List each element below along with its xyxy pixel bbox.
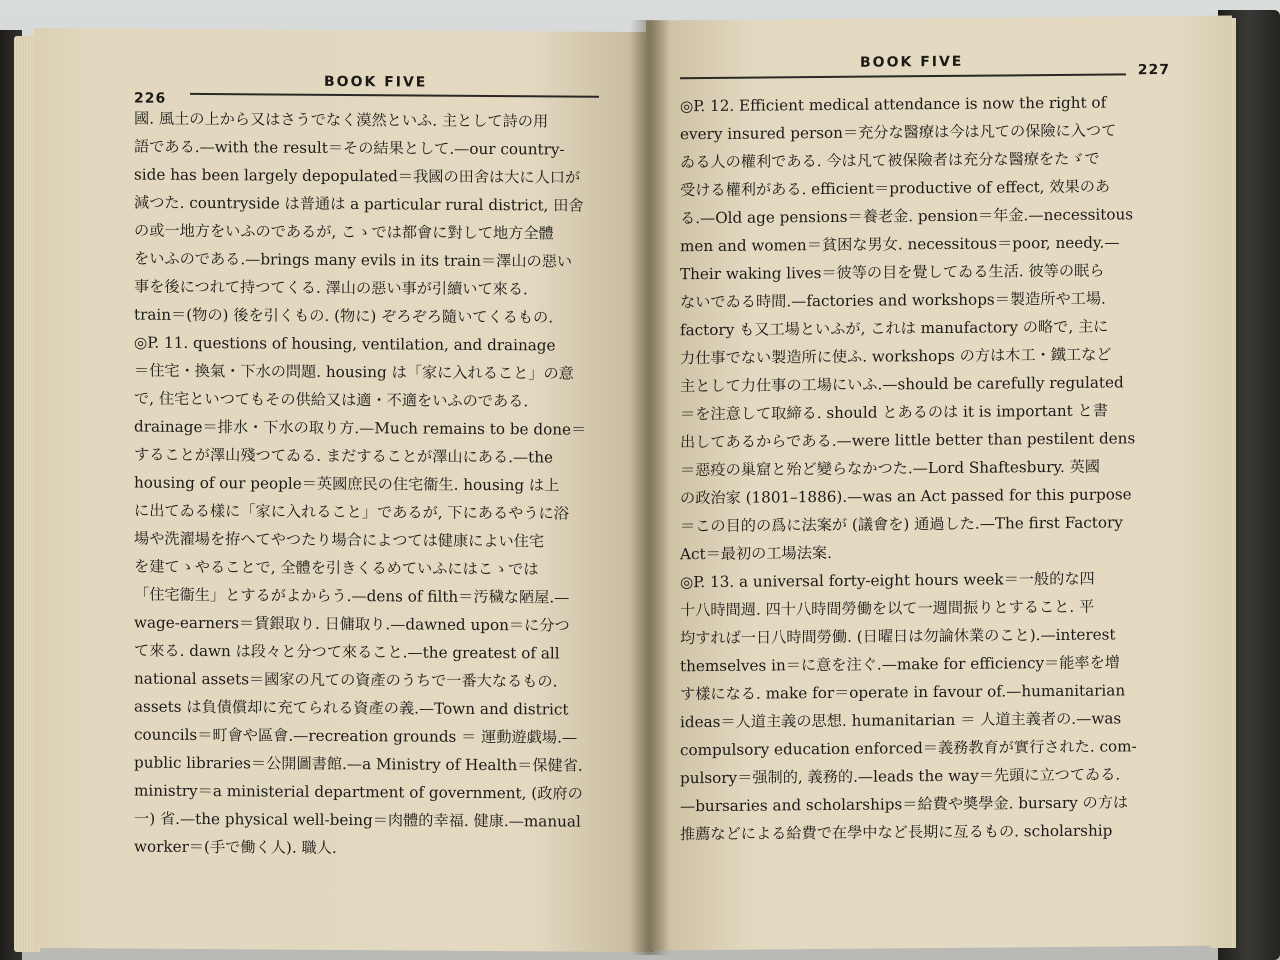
text-line: 十八時間週. 四十八時間勞働を以て一週間振りとすること. 平 xyxy=(680,597,1095,620)
text-line: 主として力仕事の工場にいふ.—should be carefully regulated xyxy=(680,373,1124,396)
text-line: —bursaries and scholarships＝給費や奬學金. bursary の方は xyxy=(680,793,1129,816)
text-line: 場や洗濯場を拵へてやつたり場合によつては健康によい住宅 xyxy=(134,529,545,551)
text-line: 受ける權利がある. efficient＝productive of effect, 效果のあ xyxy=(680,177,1111,200)
text-line: ゐる人の權利である. 今は凡て被保險者は充分な醫療をたゞで xyxy=(680,149,1100,172)
text-line: ＝この目的の爲に法案が (議會を) 通過した.—The first Factory xyxy=(680,513,1123,536)
left-page-content xyxy=(134,69,599,864)
right-page xyxy=(646,15,1232,950)
right-page-number: 227 xyxy=(1137,61,1170,79)
text-line: ＝住宅・換氣・下水の問題. housing は「家に入れること」の意 xyxy=(134,361,574,383)
text-line: compulsory education enforced＝義務教育が實行された. com- xyxy=(680,737,1137,760)
text-line: 國. 風土の上から又はさうでなく漠然といふ. 主として詩の用 xyxy=(134,109,549,131)
right-body-text xyxy=(680,88,1170,848)
text-line: worker＝(手で働く人). 職人. xyxy=(134,837,337,857)
text-line: 推薦などによる給費で在學中など長期に亙るもの. scholarship xyxy=(680,821,1113,844)
text-line: の政治家 (1801–1886).—was an Act passed for this purpose xyxy=(680,485,1132,508)
text-line: 事を後につれて持つてくる. 澤山の惡い事が引續いて來る. xyxy=(134,277,528,299)
right-head-rule xyxy=(680,73,1126,78)
left-running-title: BOOK FIVE xyxy=(324,73,428,91)
text-line: す樣になる. make for＝operate in favour of.—humanitarian xyxy=(680,681,1126,704)
text-line: themselves in＝に意を注ぐ.—make for efficiency＝能率を增 xyxy=(680,653,1120,676)
text-line: ◎P. 11. questions of housing, ventilation, and drainage xyxy=(134,333,556,355)
text-line: assets は負債償却に充てられる資產の義.—Town and district xyxy=(134,697,569,719)
left-head-rule xyxy=(190,93,599,97)
text-line: に出てゐる樣に「家に入れること」であるが, 下にあるやうに浴 xyxy=(134,501,569,523)
text-line: をいふのである.—brings many evils in its train＝澤山の惡い xyxy=(134,249,573,271)
left-body-text xyxy=(134,105,599,864)
book-gutter-shadow xyxy=(630,20,670,955)
text-line: pulsory＝强制的, 義務的.—leads the way＝先頭に立つてゐる. xyxy=(680,765,1121,788)
text-line: ないでゐる時間.—factories and workshops＝製造所や工場. xyxy=(680,289,1106,312)
text-line: national assets＝國家の凡ての資產のうちで一番大なるもの. xyxy=(134,669,558,691)
text-line: で, 住宅といつてもその供給又は適・不適をいふのである. xyxy=(134,389,529,411)
text-line: men and women＝貧困な男女. necessitous＝poor, needy.— xyxy=(680,233,1120,256)
text-line: drainage＝排水・下水の取り方.—Much remains to be done＝ xyxy=(134,417,587,439)
text-line: wage-earners＝賃銀取り. 日傭取り.—dawned upon＝に分つ xyxy=(134,613,570,635)
text-line: 「住宅衞生」とするがよからう.—dens of filth＝汚穢な陋屋.— xyxy=(134,585,570,607)
text-line: 力仕事でない製造所に使ふ. workshops の方は木工・鐵工など xyxy=(680,345,1112,368)
left-page-number: 226 xyxy=(134,90,167,107)
text-line: ideas＝人道主義の思想. humanitarian ＝ 人道主義者の.—was xyxy=(680,709,1122,732)
left-page xyxy=(34,28,654,952)
text-line: ◎P. 13. a universal forty-eight hours week＝一般的な四 xyxy=(680,569,1095,592)
text-line: 均すれば一日八時間勞働. (日曜日は勿論休業のこと).—interest xyxy=(680,625,1116,648)
text-line: 語である.—with the result＝その結果として.—our country- xyxy=(134,137,565,159)
text-line: ＝を注意して取締る. should とあるのは it is important と書 xyxy=(680,401,1108,424)
right-running-head xyxy=(680,52,1170,92)
text-line: ◎P. 12. Efficient medical attendance is now the right of xyxy=(680,93,1107,116)
text-line: 一) 省.—the physical well-being＝肉體的幸福. 健康.—manual xyxy=(134,809,581,831)
text-line: housing of our people＝英國庶民の住宅衞生. housing は上 xyxy=(134,473,560,495)
text-line: 出してあるからである.—were little better than pestilent dens xyxy=(680,429,1136,452)
text-line: る.—Old age pensions＝養老金. pension＝年金.—necessitous xyxy=(680,205,1134,228)
text-line: ＝惡疫の巢窟と殆ど變らなかつた.—Lord Shaftesbury. 英國 xyxy=(680,457,1100,480)
text-line: public libraries＝公開圖書館.—a Ministry of Health＝保健省. xyxy=(134,753,583,775)
text-line: の或一地方をいふのであるが, こゝでは都會に對して地方全體 xyxy=(134,221,554,243)
text-line: councils＝町會や區會.—recreation grounds ＝ 運動遊戯場.— xyxy=(134,725,578,747)
right-page-content xyxy=(680,52,1170,848)
text-line: train＝(物の) 後を引くもの. (物に) ぞろぞろ隨いてくるもの. xyxy=(134,305,554,327)
text-line: Their waking lives＝彼等の目を覺してゐる生活. 彼等の眠ら xyxy=(680,261,1105,284)
text-line: て來る. dawn は段々と分つて來ること.—the greatest of all xyxy=(134,641,560,663)
right-running-title: BOOK FIVE xyxy=(860,53,964,71)
text-line: factory も又工場といふが, これは manufactory の略で, 主に xyxy=(680,317,1109,340)
text-line: することが澤山殘つてゐる. まだすることが澤山にある.—the xyxy=(134,445,554,467)
text-line: side has been largely depopulated＝我國の田舍は大に人口が xyxy=(134,165,581,187)
text-line: 減つた. countryside は普通は a particular rural district, 田舍 xyxy=(134,193,584,215)
text-line: ministry＝a ministerial department of government, (政府の xyxy=(134,781,583,803)
left-running-head xyxy=(134,69,599,108)
text-line: Act＝最初の工場法案. xyxy=(680,543,832,564)
text-line: を建てゝやることで, 全體を引きくるめていふにはこゝでは xyxy=(134,557,539,579)
text-line: every insured person＝充分な醫療は今は凡ての保險に入つて xyxy=(680,121,1117,144)
